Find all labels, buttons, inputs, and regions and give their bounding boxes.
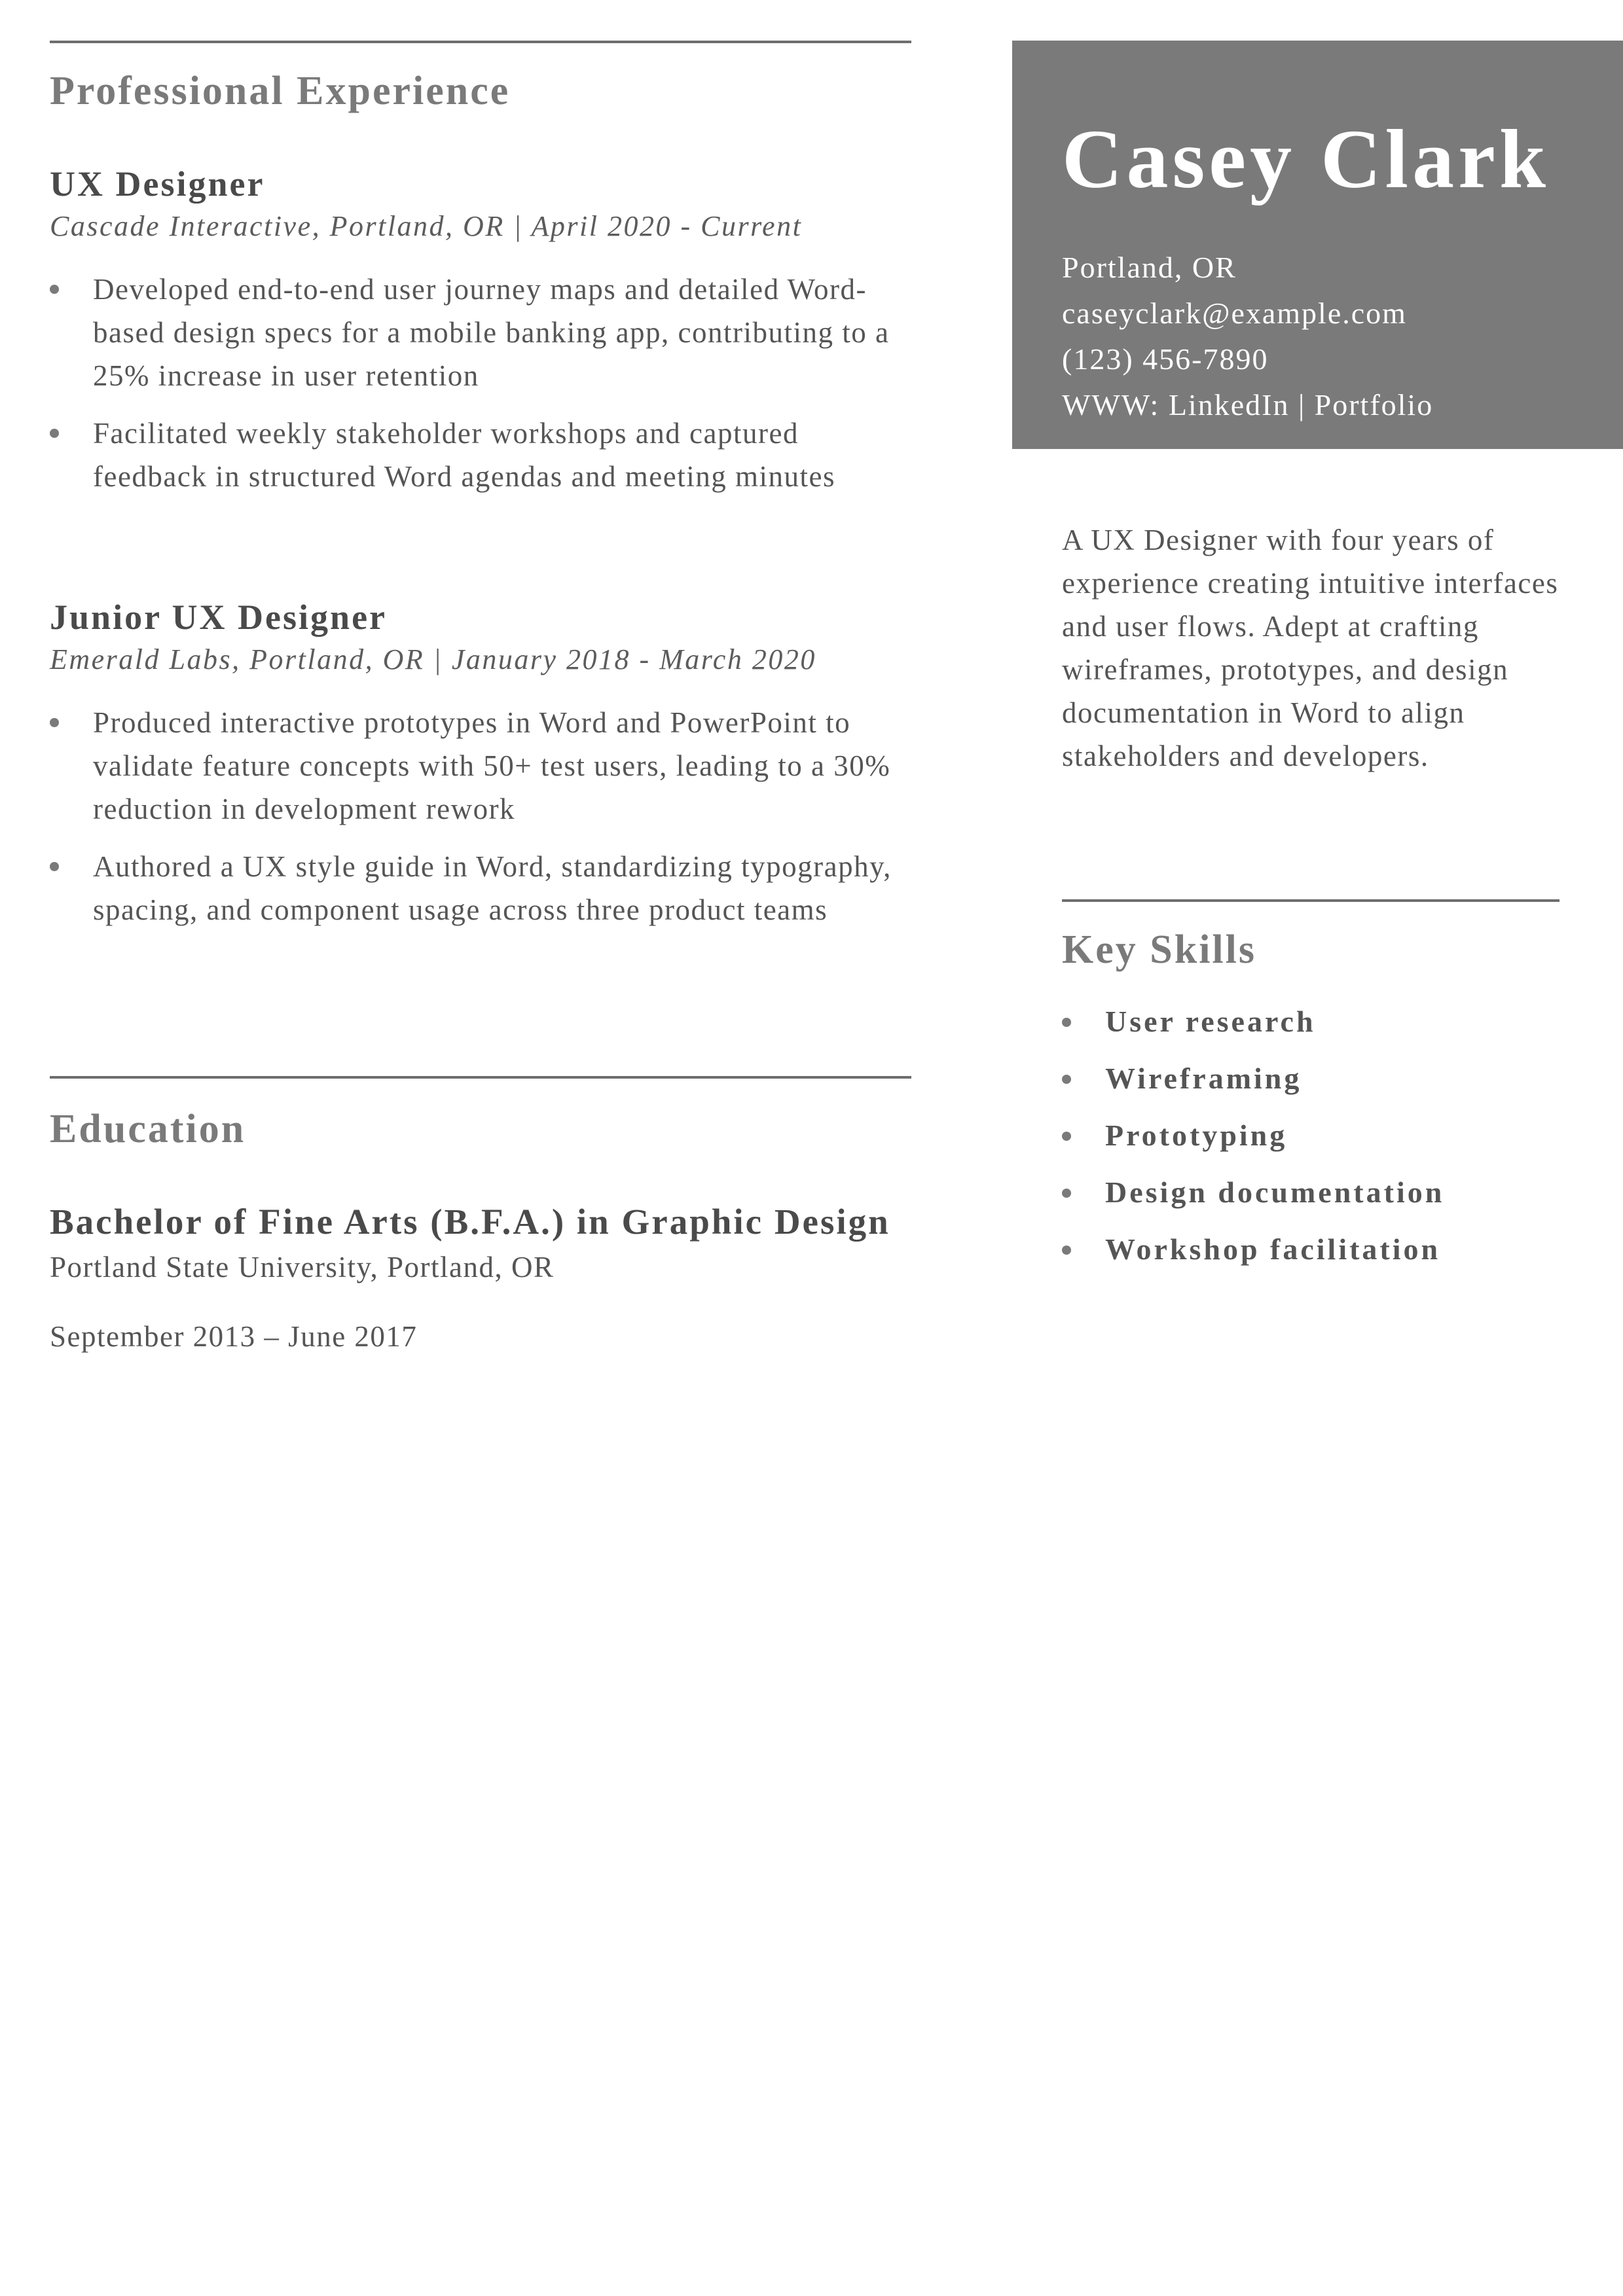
summary-text: A UX Designer with four years of experience creating intuitive interfaces and user flows. Adept at crafting wireframes, prototypes, and design documentation in Word to align stakeholders and developers.	[1062, 524, 1559, 772]
education-dates: September 2013 – June 2017	[50, 1320, 418, 1353]
list-item: Facilitated weekly stakeholder workshops and captured feedback in structured Word agendas and meeting minutes	[50, 412, 911, 498]
phone-text: (123) 456-7890	[1062, 342, 1269, 376]
job-bullets	[50, 268, 911, 498]
list-item: Developed end-to-end user journey maps and detailed Word-based design specs for a mobile banking app, contributing to a 25% increase in user retention	[50, 268, 911, 397]
job-entry	[50, 164, 911, 498]
list-item: Workshop facilitation	[1062, 1221, 1559, 1278]
list-item: Wireframing	[1062, 1050, 1559, 1107]
job-title: UX Designer	[50, 164, 265, 204]
name-header-box	[1012, 41, 1623, 449]
skills-heading: Key Skills	[1062, 927, 1257, 972]
job-bullets	[50, 701, 911, 931]
list-item: User research	[1062, 993, 1559, 1050]
school-name: Portland State University, Portland, OR	[50, 1251, 555, 1283]
section-divider	[50, 41, 911, 43]
list-item: Produced interactive prototypes in Word and PowerPoint to validate feature concepts with 50+ test users, leading to a 30% reduction in development rework	[50, 701, 911, 831]
skills-list	[1062, 993, 1559, 1278]
degree-title: Bachelor of Fine Arts (B.F.A.) in Graphic Design	[50, 1202, 890, 1242]
job-meta: Emerald Labs, Portland, OR | January 2018 - March 2020	[50, 643, 816, 675]
email-link[interactable]: caseyclark@example.com	[1062, 296, 1407, 330]
education-heading: Education	[50, 1107, 246, 1151]
education-entry	[50, 1195, 911, 1354]
section-divider	[1062, 899, 1559, 902]
job-entry	[50, 597, 911, 931]
location-text: Portland, OR	[1062, 251, 1237, 284]
list-item: Authored a UX style guide in Word, standardizing typography, spacing, and component usage across three product teams	[50, 845, 911, 931]
candidate-name: Casey Clark	[1062, 113, 1550, 206]
job-meta: Cascade Interactive, Portland, OR | April 2020 - Current	[50, 210, 803, 242]
contact-info	[1062, 245, 1433, 428]
list-item: Prototyping	[1062, 1107, 1559, 1164]
experience-heading: Professional Experience	[50, 69, 511, 113]
web-links[interactable]: WWW: LinkedIn | Portfolio	[1062, 388, 1434, 422]
summary-block	[1062, 518, 1559, 778]
section-divider	[50, 1076, 911, 1079]
skills-block	[1062, 899, 1559, 1278]
job-title: Junior UX Designer	[50, 598, 388, 637]
list-item: Design documentation	[1062, 1164, 1559, 1221]
